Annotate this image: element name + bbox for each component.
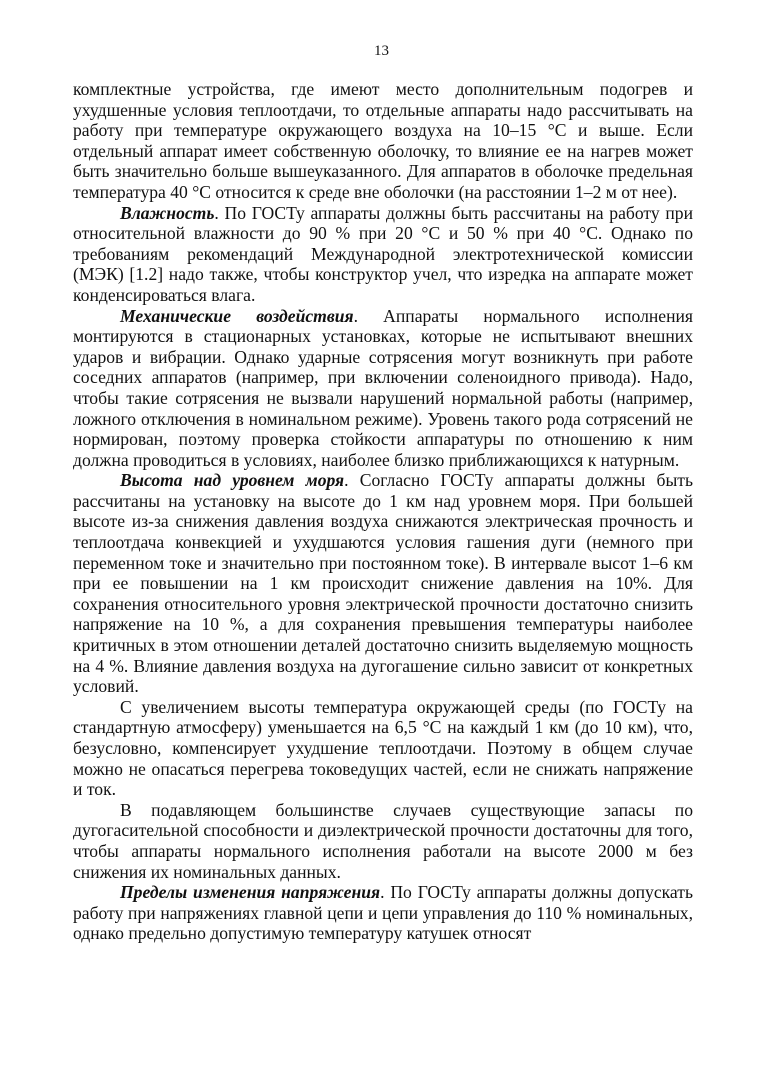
- paragraph-text: . По ГОСТу аппараты должны быть рассчитаны на работу при относительной влажности до 90 % при 20 °С и 50 % при 40 °С. Однако по требованиям рекомендаций Международной электротехнической комиссии (МЭК) [1.2] надо также, чтобы конструктор учел, что изредка на аппарате может конденсироваться влага.: [73, 202, 693, 305]
- paragraph-continuation: [73, 79, 693, 203]
- paragraph-mechanical: [73, 306, 693, 471]
- paragraph-altitude: [73, 470, 693, 697]
- term-altitude: Высота над уровнем моря: [120, 470, 345, 491]
- page-number: 13: [374, 43, 389, 59]
- paragraph-text: С увеличением высоты температура окружающей среды (по ГОСТу на стандартную атмосферу) уменьшается на 6,5 °С на каждый 1 км (до 10 км), что, безусловно, компенсирует ухудшение теплоотдачи. Поэтому в общем случае можно не опасаться перегрева токоведущих частей, если не снижать напряжение и ток.: [73, 696, 693, 800]
- paragraph-temperature-altitude: [73, 697, 693, 800]
- document-body: [73, 79, 693, 944]
- paragraph-humidity: [73, 203, 693, 306]
- paragraph-reserves: [73, 800, 693, 882]
- term-voltage-limits: Пределы изменения напряжения: [120, 882, 381, 903]
- paragraph-voltage-limits: [73, 882, 693, 944]
- paragraph-text: В подавляющем большинстве случаев существующие запасы по дугогасительной способности и диэлектрической прочности достаточны для того, чтобы аппараты нормального исполнения работали на высоте 2000 м без снижения их номинальных данных.: [73, 799, 693, 882]
- paragraph-text: . Согласно ГОСТу аппараты должны быть рассчитаны на установку на высоте до 1 км над уровнем моря. При большей высоте из-за снижения давления воздуха снижаются электрическая прочность и теплоотдача конвекцией и ухудшаются условия гашения дуги (немного при переменном токе и значительно при постоянном токе). В интервале высот 1–6 км при ее повышении на 1 км происходит снижение давления на 10%. Для сохранения относительного уровня электрической прочности достаточно снизить напряжение на 10 %, а для сохранения превышения температуры наиболее критичных в этом отношении деталей достаточно снизить выделяемую мощность на 4 %. Влияние давления воздуха на дугогашение сильно зависит от конкретных условий.: [73, 470, 693, 697]
- term-mechanical-impacts: Механические воздействия: [120, 305, 354, 326]
- paragraph-text: . Аппараты нормального исполнения монтируются в стационарных установках, которые не испытывают внешних ударов и вибрации. Однако ударные сотрясения могут возникнуть при работе соседних аппаратов (например, при включении соленоидного привода). Надо, чтобы такие сотрясения не вызвали нарушений нормальной работы (например, ложного отключения в номинальном режиме). Уровень такого рода сотрясений не нормирован, поэтому проверка стойкости аппаратуры по отношению к ним должна проводиться в условиях, наиболее близко приближающихся к натурным.: [73, 305, 693, 470]
- paragraph-text: комплектные устройства, где имеют место дополнительным подогрев и ухудшенные условия теплоотдачи, то отдельные аппараты надо рассчитывать на работу при температуре окружающего воздуха на 10–15 °С и выше. Если отдельный аппарат имеет собственную оболочку, то влияние ее на нагрев может быть значительно больше вышеуказанного. Для аппаратов в оболочке предельная температура 40 °С относится к среде вне оболочки (на расстоянии 1–2 м от нее).: [73, 79, 693, 202]
- term-humidity: Влажность: [120, 202, 215, 223]
- paragraph-text: . По ГОСТу аппараты должны допускать работу при напряжениях главной цепи и цепи управления до 110 % номинальных, однако предельно допустимую температуру катушек относят: [73, 882, 694, 944]
